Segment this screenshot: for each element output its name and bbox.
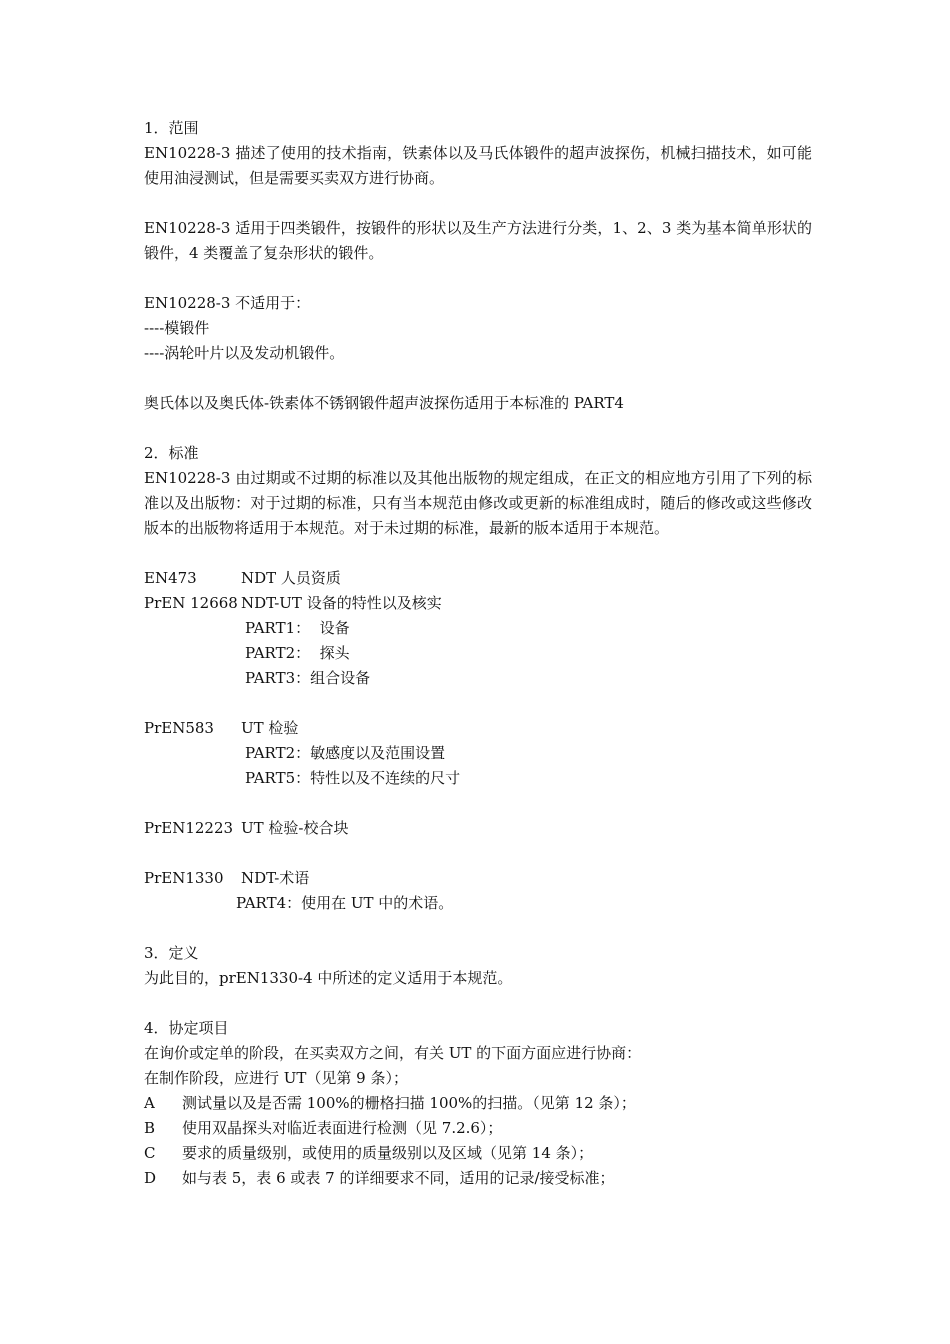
section-1-paragraph-1: EN10228-3 描述了使用的技术指南，铁素体以及马氏体锻件的超声波探伤，机械扫描技术，如可能使用油浸测试，但是需要买卖双方进行协商。 [144,144,812,187]
section-1-heading: 1．范围 [144,119,199,137]
spacer [144,266,812,291]
agreement-item [144,1141,812,1166]
reference-title: NDT-术语 [241,869,310,887]
reference-part: PART2： 探头 [245,644,350,662]
reference-row [144,566,812,591]
spacer [144,991,812,1016]
section-2-heading: 2．标准 [144,444,199,462]
section-4-paragraph-1: 在询价或定单的阶段，在买卖双方之间，有关 UT 的下面方面应进行协商： [144,1044,642,1062]
reference-title: NDT 人员资质 [241,569,341,587]
reference-row [144,716,812,741]
not-applicable-item: ----模锻件 [144,319,210,337]
reference-code: PrEN 12668 [144,594,238,612]
reference-part: PART2：敏感度以及范围设置 [245,744,446,762]
document-body [144,116,812,1191]
spacer [144,541,812,566]
agreement-item-key: D [144,1169,157,1187]
reference-code: PrEN1330 [144,869,224,887]
spacer [144,416,812,441]
reference-code: PrEN12223 [144,819,234,837]
spacer [144,791,812,816]
not-applicable-title: EN10228-3 不适用于： [144,294,311,312]
agreement-item [144,1166,812,1191]
spacer [144,916,812,941]
reference-part: PART1： 设备 [245,619,350,637]
section-1-paragraph-2: EN10228-3 适用于四类锻件，按锻件的形状以及生产方法进行分类，1、2、3 类为基本简单形状的锻件，4 类覆盖了复杂形状的锻件。 [144,219,812,262]
section-3-paragraph-1: 为此目的，prEN1330-4 中所述的定义适用于本规范。 [144,969,513,987]
spacer [144,841,812,866]
reference-part: PART3：组合设备 [245,669,371,687]
agreement-item-text: 要求的质量级别，或使用的质量级别以及区域（见第 14 条）； [182,1144,594,1162]
section-2-paragraph-1: EN10228-3 由过期或不过期的标准以及其他出版物的规定组成，在正文的相应地方引用了下列的标准以及出版物：对于过期的标准，只有当本规范由修改或更新的标准组成时，随后的修改或这些修改版本的出版物将适用于本规范。对于未过期的标准，最新的版本适用于本规范。 [144,469,812,537]
reference-row [144,816,812,841]
agreement-item [144,1091,812,1116]
section-4-heading: 4．协定项目 [144,1019,229,1037]
section-1-paragraph-3: 奥氏体以及奥氏体-铁素体不锈钢锻件超声波探伤适用于本标准的 PART4 [144,394,624,412]
reference-row [144,591,812,616]
reference-code: EN473 [144,569,197,587]
agreement-item-key: B [144,1119,156,1137]
agreement-item-text: 测试量以及是否需 100%的栅格扫描 100%的扫描。（见第 12 条）； [182,1094,636,1112]
reference-title: UT 检验-校合块 [241,819,349,837]
spacer [144,366,812,391]
section-3-heading: 3．定义 [144,944,199,962]
reference-part: PART5：特性以及不连续的尺寸 [245,769,461,787]
reference-title: NDT-UT 设备的特性以及核实 [241,594,442,612]
agreement-item-text: 如与表 5，表 6 或表 7 的详细要求不同，适用的记录/接受标准； [182,1169,615,1187]
agreement-item-key: C [144,1144,156,1162]
reference-row [144,866,812,891]
not-applicable-item: ----涡轮叶片以及发动机锻件。 [144,344,345,362]
spacer [144,691,812,716]
reference-code: PrEN583 [144,719,214,737]
agreement-item [144,1116,812,1141]
agreement-item-key: A [144,1094,155,1112]
reference-part: PART4：使用在 UT 中的术语。 [236,894,454,912]
spacer [144,191,812,216]
agreement-item-text: 使用双晶探头对临近表面进行检测（见 7.2.6）； [182,1119,503,1137]
section-4-paragraph-2: 在制作阶段，应进行 UT（见第 9 条）； [144,1069,408,1087]
reference-title: UT 检验 [241,719,299,737]
